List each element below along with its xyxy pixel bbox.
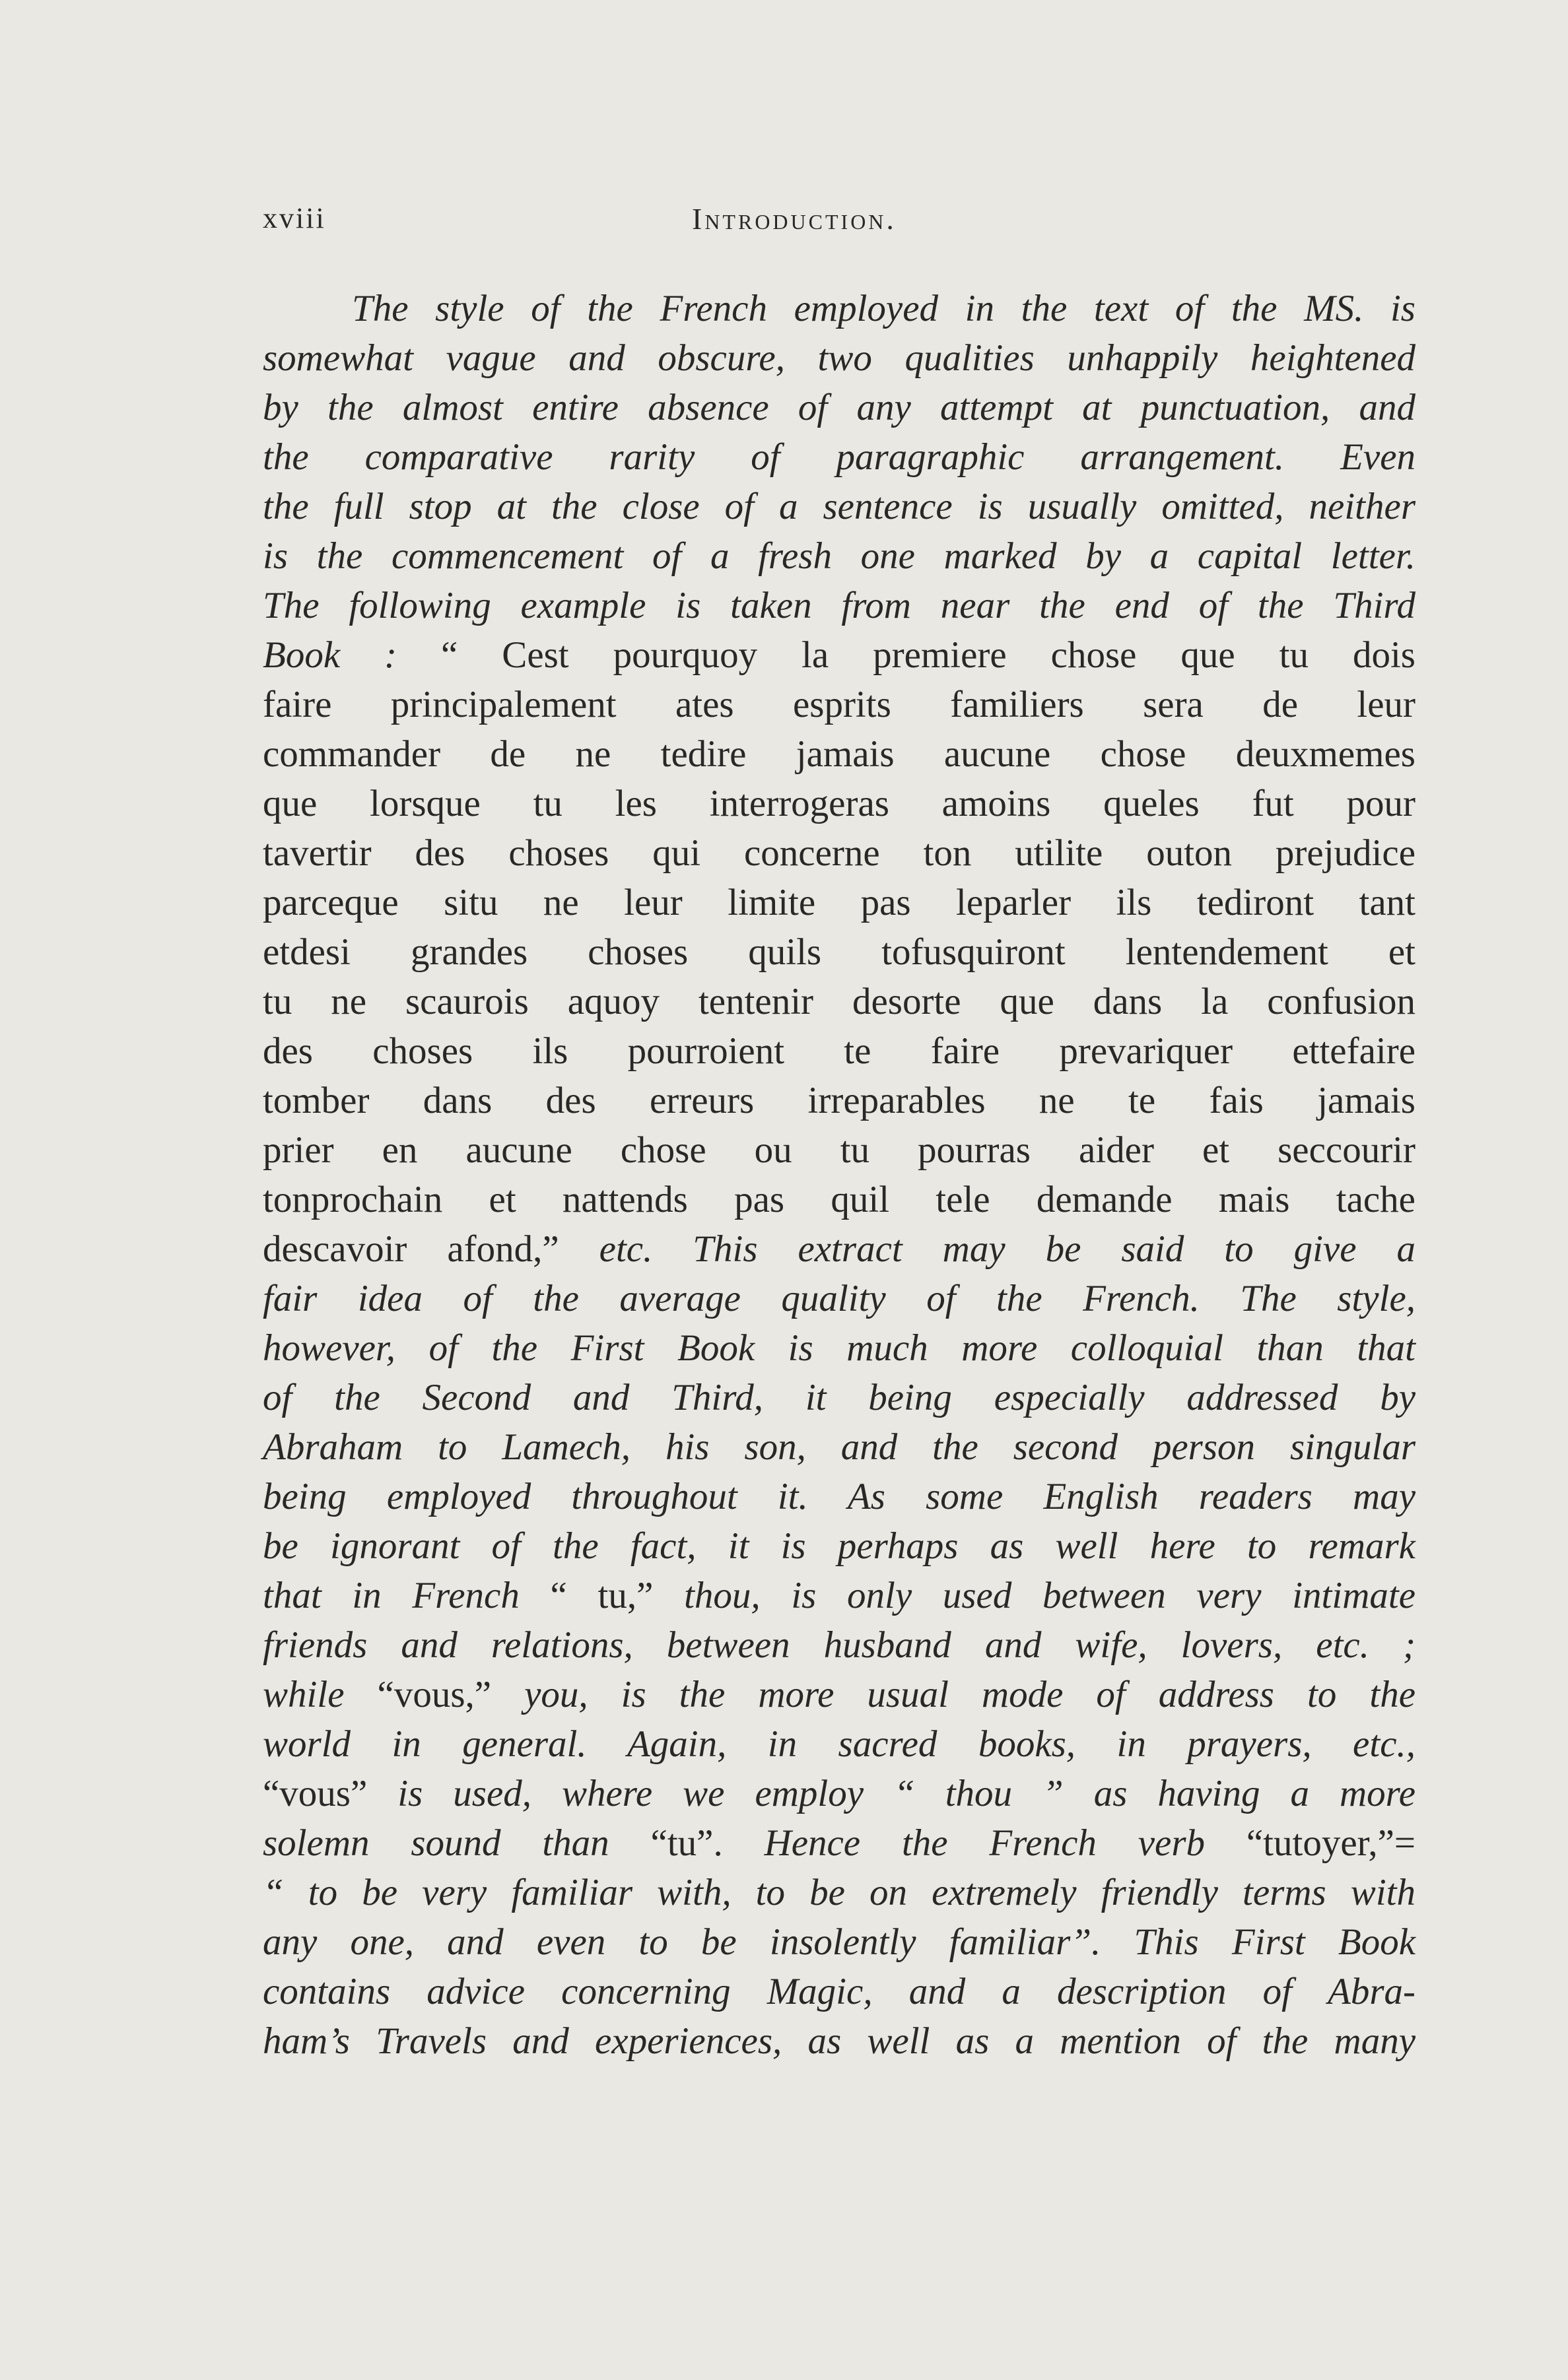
text-line	[263, 1323, 1415, 1373]
text-line	[263, 1818, 1415, 1868]
roman-text: “tu”.	[650, 1822, 765, 1864]
italic-text: is the commencement of a fresh one marked by a capital letter.	[263, 535, 1415, 577]
text-line	[263, 779, 1415, 828]
text-line	[263, 1125, 1415, 1175]
text-line	[263, 1670, 1415, 1719]
roman-text: commander de ne tedire jamais aucune chose deuxmemes	[263, 733, 1415, 775]
roman-text: descavoir afond,”	[263, 1228, 599, 1270]
italic-text: The style of the French employed in the text of the MS. is	[352, 288, 1415, 329]
italic-text: solemn sound than	[263, 1822, 651, 1864]
italic-text: Hence the French verb	[764, 1822, 1246, 1864]
italic-text: the comparative rarity of paragraphic arrangement. Even	[263, 436, 1415, 478]
roman-text: “ tu,”	[550, 1575, 685, 1616]
italic-text: etc. This extract may be said to give a	[599, 1228, 1415, 1270]
italic-text: being employed throughout it. As some English readers may	[263, 1476, 1415, 1517]
italic-text: fair idea of the average quality of the French. The style,	[263, 1278, 1415, 1319]
text-line	[263, 729, 1415, 779]
running-title: Introduction.	[692, 202, 897, 236]
text-line	[263, 1917, 1415, 1967]
text-line	[263, 482, 1415, 531]
roman-text: tonprochain et nattends pas quil tele demande mais tache	[263, 1179, 1415, 1220]
italic-text: any one, and even to be insolently familiar”. This First Book	[263, 1921, 1415, 1963]
running-head	[263, 201, 1415, 254]
text-line	[263, 581, 1415, 630]
text-line	[263, 1076, 1415, 1125]
italic-text: while	[263, 1674, 378, 1715]
italic-text: you, is the more usual mode of address to the	[524, 1674, 1415, 1715]
text-line	[263, 1175, 1415, 1224]
italic-text: be ignorant of the fact, it is perhaps as well here to remark	[263, 1525, 1415, 1567]
italic-text: that in French	[263, 1575, 551, 1616]
text-line	[263, 1224, 1415, 1274]
roman-text: tomber dans des erreurs irreparables ne te fais jamais	[263, 1080, 1415, 1121]
italic-text: contains advice concerning Magic, and a description of Abra-	[263, 1971, 1415, 2012]
text-line	[263, 1967, 1415, 2016]
italic-text: Abraham to Lamech, his son, and the second person singular	[263, 1426, 1415, 1468]
text-line	[263, 1472, 1415, 1521]
italic-text: the full stop at the close of a sentence is usually omitted, neither	[263, 486, 1415, 527]
body-text	[263, 284, 1415, 2066]
page-number: xviii	[263, 202, 326, 234]
italic-text: ham’s Travels and experiences, as well as a mention of the many	[263, 2020, 1415, 2062]
roman-text: “vous,”	[377, 1674, 525, 1715]
italic-text: “ to be very familiar with, to be on extremely friendly terms with	[263, 1872, 1415, 1913]
italic-text: however, of the First Book is much more colloquial than that	[263, 1327, 1415, 1369]
text-line	[263, 680, 1415, 729]
text-line	[263, 878, 1415, 927]
roman-text: prier en aucune chose ou tu pourras aider et seccourir	[263, 1129, 1415, 1171]
text-line	[263, 333, 1415, 383]
italic-text: by the almost entire absence of any attempt at punctuation, and	[263, 387, 1415, 428]
text-line	[263, 383, 1415, 432]
italic-text: The following example is taken from near the end of the Third	[263, 585, 1415, 626]
text-line	[263, 1422, 1415, 1472]
roman-text: “vous”	[263, 1773, 398, 1814]
text-line	[263, 284, 1415, 333]
roman-text: “ Cest pourquoy la premiere chose que tu dois	[441, 634, 1415, 676]
text-line	[263, 927, 1415, 977]
text-line	[263, 630, 1415, 680]
roman-text: etdesi grandes choses quils tofusquiront lentendement et	[263, 931, 1415, 973]
text-line	[263, 1274, 1415, 1323]
text-line	[263, 828, 1415, 878]
roman-text: faire principalement ates esprits familiers sera de leur	[263, 684, 1415, 725]
roman-text: tu ne scaurois aquoy tentenir desorte que dans la confusion	[263, 981, 1415, 1022]
roman-text: “tutoyer,”=	[1246, 1822, 1416, 1864]
roman-text: parceque situ ne leur limite pas leparler ils tediront tant	[263, 882, 1415, 923]
text-line	[263, 1571, 1415, 1620]
text-line	[263, 1620, 1415, 1670]
italic-text: friends and relations, between husband and wife, lovers, etc. ;	[263, 1624, 1415, 1666]
italic-text: of the Second and Third, it being especially addressed by	[263, 1377, 1415, 1418]
italic-text: is used, where we employ “ thou ” as having a more	[397, 1773, 1416, 1814]
italic-text: thou, is only used between very intimate	[684, 1575, 1415, 1616]
roman-text: que lorsque tu les interrogeras amoins queles fut pour	[263, 783, 1415, 824]
roman-text: des choses ils pourroient te faire prevariquer ettefaire	[263, 1030, 1415, 1072]
italic-text: world in general. Again, in sacred books, in prayers, etc.,	[263, 1723, 1415, 1765]
italic-text: somewhat vague and obscure, two qualities unhappily heightened	[263, 337, 1415, 379]
text-line	[263, 1719, 1415, 1769]
text-line	[263, 2016, 1415, 2066]
text-line	[263, 1373, 1415, 1422]
text-line	[263, 432, 1415, 482]
text-line	[263, 1026, 1415, 1076]
text-line	[263, 977, 1415, 1026]
italic-text: Book :	[263, 634, 442, 676]
text-line	[263, 1521, 1415, 1571]
text-line	[263, 1769, 1415, 1818]
roman-text: tavertir des choses qui concerne ton utilite outon prejudice	[263, 832, 1415, 874]
text-line	[263, 531, 1415, 581]
text-line	[263, 1868, 1415, 1917]
